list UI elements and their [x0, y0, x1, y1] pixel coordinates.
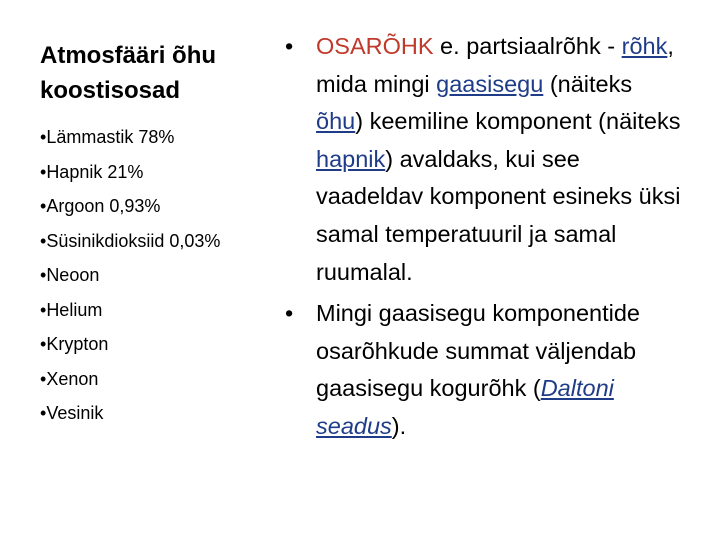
page-title: [40, 38, 290, 108]
list-item: • Lämmastik 78%: [40, 120, 290, 155]
text-segment: ) avaldaks, kui see vaadeldav komponent esineks üksi samal temperatuuril ja samal ruumalal.: [316, 145, 681, 285]
link-daltons-law[interactable]: Daltoni seadus: [316, 375, 614, 439]
term-partial-pressure: OSARÕHK: [316, 33, 434, 59]
link-gas-mixture[interactable]: gaasisegu: [436, 70, 544, 97]
definition-paragraph: [283, 28, 683, 291]
left-column: [40, 38, 290, 431]
list-item: • Helium: [40, 293, 290, 328]
right-column: [283, 28, 683, 450]
title-line-1: Atmosfääri õhu: [40, 42, 217, 69]
text-segment: , mida mingi: [316, 33, 674, 97]
list-item: • Neoon: [40, 258, 290, 293]
dalton-paragraph: [283, 295, 683, 445]
link-oxygen[interactable]: hapnik: [316, 145, 386, 172]
bullet: •: [285, 33, 294, 59]
composition-list: [40, 120, 290, 431]
list-item: • Krypton: [40, 327, 290, 362]
bullet: •: [285, 300, 294, 327]
text-segment: e. partsiaalrõhk -: [433, 33, 622, 59]
list-item: • Argoon 0,93%: [40, 189, 290, 224]
list-item: • Xenon: [40, 362, 290, 397]
list-item: • Vesinik: [40, 396, 290, 431]
link-air[interactable]: õhu: [316, 108, 356, 135]
list-item: • Hapnik 21%: [40, 155, 290, 190]
list-item: • Süsinikdioksiid 0,03%: [40, 224, 290, 259]
text-segment: ).: [391, 412, 407, 439]
text-segment: Mingi gaasisegu komponentide osarõhkude summat väljendab gaasisegu kogurõhk (: [316, 300, 640, 402]
text-segment: (näiteks: [543, 70, 633, 97]
link-pressure[interactable]: rõhk: [621, 33, 668, 59]
title-line-2: koostisosad: [40, 77, 181, 104]
text-segment: ) keemiline komponent (näiteks: [355, 108, 681, 135]
